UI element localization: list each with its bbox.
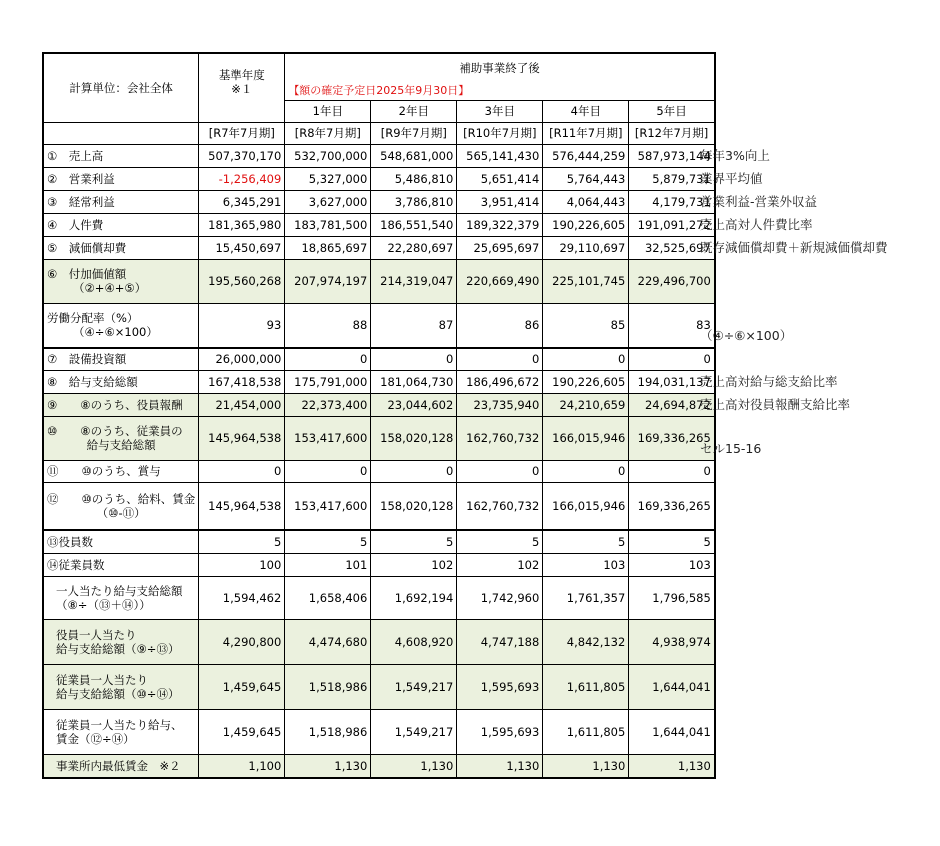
row-label-line1: ⑨ ⑧のうち、役員報酬 <box>47 397 183 412</box>
table-row <box>43 576 715 619</box>
row-label-line1: 従業員一人当たり給与、 <box>56 717 183 732</box>
value-cell: 162,760,732 <box>457 482 543 530</box>
value-cell: 6,345,291 <box>199 190 285 213</box>
value-cell: 190,226,605 <box>543 370 629 393</box>
value-cell: 225,101,745 <box>543 259 629 303</box>
period-header: [R8年7月期] <box>285 122 371 144</box>
row-label-line2: 給与支給総額（⑩÷⑭） <box>56 686 180 701</box>
value-cell: 195,560,268 <box>199 259 285 303</box>
value-cell: 145,964,538 <box>199 416 285 460</box>
row-label-line1: ⑭従業員数 <box>47 557 105 572</box>
row-label-line1: ③ 経常利益 <box>47 194 115 209</box>
value-cell: 1,518,986 <box>285 664 371 709</box>
row-label <box>43 482 199 530</box>
base-note: ※１ <box>199 82 285 122</box>
row-label-line1: 役員一人当たり <box>56 627 137 642</box>
row-label-line1: 従業員一人当たり <box>56 672 148 687</box>
row-label-line2: （⑩-⑪） <box>96 505 146 520</box>
value-cell: 1,611,805 <box>543 664 629 709</box>
row-label <box>43 576 199 619</box>
row-label <box>43 553 199 576</box>
table-row <box>43 482 715 530</box>
value-cell: 24,210,659 <box>543 393 629 416</box>
table-row <box>43 259 715 303</box>
value-cell: 190,226,605 <box>543 213 629 236</box>
table-row <box>43 190 715 213</box>
period-header: [R10年7月期] <box>457 122 543 144</box>
row-note: セル15-16 <box>700 441 762 456</box>
value-cell: 158,020,128 <box>371 416 457 460</box>
value-cell: 145,964,538 <box>199 482 285 530</box>
row-label <box>43 236 199 259</box>
value-cell: 5 <box>199 530 285 553</box>
value-cell: 101 <box>285 553 371 576</box>
value-cell: 1,796,585 <box>629 576 715 619</box>
value-cell: 103 <box>629 553 715 576</box>
value-cell: -1,256,409 <box>199 167 285 190</box>
value-cell: 5,486,810 <box>371 167 457 190</box>
value-cell: 220,669,490 <box>457 259 543 303</box>
year-header: 3年目 <box>457 100 543 122</box>
value-cell: 93 <box>199 303 285 348</box>
period-header: [R11年7月期] <box>543 122 629 144</box>
value-cell: 21,454,000 <box>199 393 285 416</box>
value-cell: 3,627,000 <box>285 190 371 213</box>
base-year-header: 基準年度 <box>199 53 285 82</box>
value-cell: 153,417,600 <box>285 416 371 460</box>
value-cell: 86 <box>457 303 543 348</box>
value-cell: 4,842,132 <box>543 619 629 664</box>
value-cell: 23,735,940 <box>457 393 543 416</box>
value-cell: 1,595,693 <box>457 709 543 754</box>
row-label-line2: 給与支給総額 <box>86 438 156 452</box>
row-label-line1: ⑫ ⑩のうち、給料、賃金 <box>47 491 196 506</box>
value-cell: 1,130 <box>285 754 371 778</box>
unit-label: 計算単位：会社全体 <box>43 53 199 122</box>
value-cell: 162,760,732 <box>457 416 543 460</box>
table-row <box>43 530 715 553</box>
year-header: 1年目 <box>285 100 371 122</box>
value-cell: 169,336,265 <box>629 482 715 530</box>
value-cell: 166,015,946 <box>543 416 629 460</box>
value-cell: 186,496,672 <box>457 370 543 393</box>
value-cell: 5,764,443 <box>543 167 629 190</box>
value-cell: 1,611,805 <box>543 709 629 754</box>
value-cell: 4,747,188 <box>457 619 543 664</box>
row-label-line2: （②+④+⑤） <box>73 281 147 295</box>
period-header: [R12年7月期] <box>629 122 715 144</box>
row-label <box>43 303 199 348</box>
value-cell: 166,015,946 <box>543 482 629 530</box>
value-cell: 0 <box>285 460 371 482</box>
confirm-date-note: 【額の確定予定日2025年9月30日】 <box>288 84 470 98</box>
table-row <box>43 553 715 576</box>
value-cell: 103 <box>543 553 629 576</box>
row-note: （④÷⑥×100） <box>700 328 793 343</box>
row-note: 営業利益-営業外収益 <box>700 194 818 209</box>
value-cell: 1,742,960 <box>457 576 543 619</box>
value-cell: 32,525,697 <box>629 236 715 259</box>
value-cell: 175,791,000 <box>285 370 371 393</box>
value-cell: 169,336,265 <box>629 416 715 460</box>
year-header: 2年目 <box>371 100 457 122</box>
value-cell: 5 <box>629 530 715 553</box>
value-cell: 1,594,462 <box>199 576 285 619</box>
value-cell: 207,974,197 <box>285 259 371 303</box>
value-cell: 186,551,540 <box>371 213 457 236</box>
table-row <box>43 236 715 259</box>
period-header: [R9年7月期] <box>371 122 457 144</box>
table-row <box>43 370 715 393</box>
value-cell: 0 <box>371 348 457 370</box>
value-cell: 194,031,137 <box>629 370 715 393</box>
row-note: 売上高対人件費比率 <box>700 217 813 232</box>
value-cell: 22,373,400 <box>285 393 371 416</box>
value-cell: 1,100 <box>199 754 285 778</box>
value-cell: 4,608,920 <box>371 619 457 664</box>
value-cell: 100 <box>199 553 285 576</box>
value-cell: 1,692,194 <box>371 576 457 619</box>
year-header: 4年目 <box>543 100 629 122</box>
row-label <box>43 530 199 553</box>
value-cell: 0 <box>199 460 285 482</box>
row-label <box>43 754 199 778</box>
row-label-line2: 賃金（⑫÷⑭） <box>56 731 135 746</box>
value-cell: 4,938,974 <box>629 619 715 664</box>
row-label-line1: ② 営業利益 <box>47 171 115 186</box>
row-label-line1: 事業所内最低賃金 ※２ <box>56 758 181 773</box>
value-cell: 4,474,680 <box>285 619 371 664</box>
value-cell: 102 <box>457 553 543 576</box>
value-cell: 18,865,697 <box>285 236 371 259</box>
period-blank <box>43 122 199 144</box>
row-note: 売上高対役員報酬支給比率 <box>700 397 851 412</box>
value-cell: 1,549,217 <box>371 709 457 754</box>
table-row <box>43 664 715 709</box>
value-cell: 191,091,272 <box>629 213 715 236</box>
after-project-header: 補助事業終了後 <box>285 53 715 82</box>
value-cell: 158,020,128 <box>371 482 457 530</box>
value-cell: 1,130 <box>371 754 457 778</box>
row-label <box>43 259 199 303</box>
value-cell: 532,700,000 <box>285 144 371 167</box>
row-label-line1: ⑦ 設備投資額 <box>47 352 127 367</box>
value-cell: 3,786,810 <box>371 190 457 213</box>
row-note: 既存減価償却費＋新規減価償却費 <box>700 240 888 255</box>
value-cell: 1,644,041 <box>629 664 715 709</box>
value-cell: 24,694,872 <box>629 393 715 416</box>
value-cell: 214,319,047 <box>371 259 457 303</box>
row-label <box>43 460 199 482</box>
row-label <box>43 416 199 460</box>
value-cell: 5 <box>457 530 543 553</box>
value-cell: 1,130 <box>457 754 543 778</box>
value-cell: 189,322,379 <box>457 213 543 236</box>
table-row <box>43 709 715 754</box>
row-label-line1: ① 売上高 <box>47 148 104 163</box>
table-row <box>43 303 715 348</box>
value-cell: 15,450,697 <box>199 236 285 259</box>
table-row <box>43 416 715 460</box>
value-cell: 26,000,000 <box>199 348 285 370</box>
value-cell: 1,549,217 <box>371 664 457 709</box>
value-cell: 1,459,645 <box>199 709 285 754</box>
row-label <box>43 709 199 754</box>
value-cell: 25,695,697 <box>457 236 543 259</box>
value-cell: 4,064,443 <box>543 190 629 213</box>
value-cell: 1,644,041 <box>629 709 715 754</box>
value-cell: 5,651,414 <box>457 167 543 190</box>
row-label <box>43 370 199 393</box>
value-cell: 29,110,697 <box>543 236 629 259</box>
value-cell: 507,370,170 <box>199 144 285 167</box>
value-cell: 83 <box>629 303 715 348</box>
row-label <box>43 393 199 416</box>
row-label-line2: 給与支給総額（⑨÷⑬） <box>56 641 180 656</box>
value-cell: 576,444,259 <box>543 144 629 167</box>
table-row <box>43 393 715 416</box>
table-row <box>43 144 715 167</box>
row-label <box>43 190 199 213</box>
value-cell: 0 <box>629 348 715 370</box>
value-cell: 153,417,600 <box>285 482 371 530</box>
row-label-line1: ⑤ 減価償却費 <box>47 240 127 255</box>
value-cell: 1,595,693 <box>457 664 543 709</box>
value-cell: 1,130 <box>629 754 715 778</box>
row-label-line2: （⑧÷（⑬＋⑭）） <box>56 597 151 612</box>
row-label <box>43 213 199 236</box>
row-label-line1: ⑧ 給与支給総額 <box>47 374 138 389</box>
value-cell: 565,141,430 <box>457 144 543 167</box>
value-cell: 3,951,414 <box>457 190 543 213</box>
value-cell: 4,179,731 <box>629 190 715 213</box>
table-row <box>43 348 715 370</box>
value-cell: 5,327,000 <box>285 167 371 190</box>
row-label-line2: （④÷⑥×100） <box>73 325 158 340</box>
value-cell: 5 <box>285 530 371 553</box>
row-note: 毎年3%向上 <box>700 148 770 163</box>
value-cell: 102 <box>371 553 457 576</box>
value-cell: 5 <box>371 530 457 553</box>
table-row <box>43 754 715 778</box>
value-cell: 0 <box>457 460 543 482</box>
row-note: 業界平均値 <box>700 171 763 186</box>
value-cell: 229,496,700 <box>629 259 715 303</box>
value-cell: 0 <box>543 348 629 370</box>
value-cell: 1,130 <box>543 754 629 778</box>
row-label-line1: ⑪ ⑩のうち、賞与 <box>47 464 161 478</box>
row-label <box>43 348 199 370</box>
value-cell: 181,064,730 <box>371 370 457 393</box>
row-label-line1: ⑥ 付加価値額 <box>47 267 127 281</box>
row-label <box>43 664 199 709</box>
value-cell: 5 <box>543 530 629 553</box>
row-note: 売上高対給与総支給比率 <box>700 374 838 389</box>
value-cell: 87 <box>371 303 457 348</box>
value-cell: 1,459,645 <box>199 664 285 709</box>
value-cell: 0 <box>629 460 715 482</box>
value-cell: 167,418,538 <box>199 370 285 393</box>
table-row <box>43 213 715 236</box>
value-cell: 0 <box>543 460 629 482</box>
period-header: [R7年7月期] <box>199 122 285 144</box>
value-cell: 587,973,144 <box>629 144 715 167</box>
row-label-line1: ④ 人件費 <box>47 217 104 232</box>
value-cell: 548,681,000 <box>371 144 457 167</box>
value-cell: 0 <box>457 348 543 370</box>
financial-table <box>42 52 716 779</box>
value-cell: 22,280,697 <box>371 236 457 259</box>
value-cell: 1,658,406 <box>285 576 371 619</box>
row-label-line1: ⑩ ⑧のうち、従業員の <box>47 424 183 438</box>
value-cell: 0 <box>371 460 457 482</box>
value-cell: 0 <box>285 348 371 370</box>
row-label-line1: 一人当たり給与支給総額 <box>56 583 183 598</box>
row-label <box>43 619 199 664</box>
value-cell: 1,518,986 <box>285 709 371 754</box>
row-label-line1: ⑬役員数 <box>47 534 93 549</box>
table-row <box>43 619 715 664</box>
value-cell: 88 <box>285 303 371 348</box>
year-header: 5年目 <box>629 100 715 122</box>
value-cell: 4,290,800 <box>199 619 285 664</box>
row-label-line1: 労働分配率（%） <box>47 311 139 326</box>
value-cell: 181,365,980 <box>199 213 285 236</box>
value-cell: 1,761,357 <box>543 576 629 619</box>
value-cell: 23,044,602 <box>371 393 457 416</box>
value-cell: 85 <box>543 303 629 348</box>
row-label <box>43 167 199 190</box>
value-cell: 183,781,500 <box>285 213 371 236</box>
table-row <box>43 167 715 190</box>
row-label <box>43 144 199 167</box>
value-cell: 5,879,731 <box>629 167 715 190</box>
table-row <box>43 460 715 482</box>
